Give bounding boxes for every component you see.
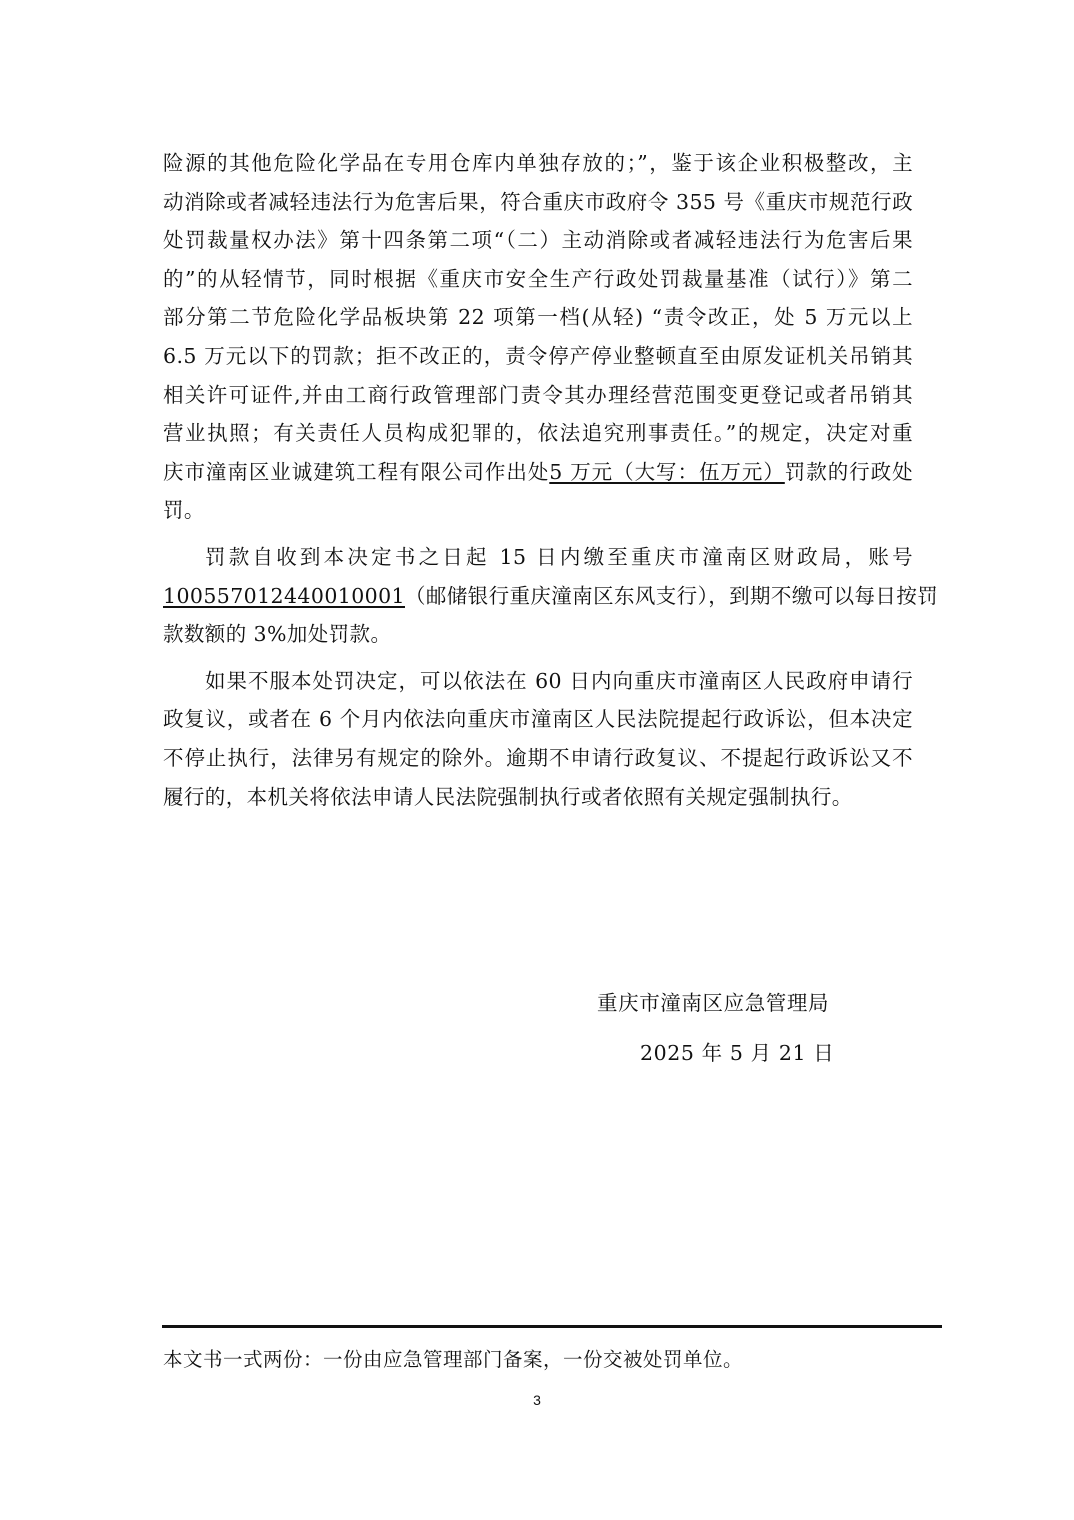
text-line: 险源的其他危险化学品在专用仓库内单独存放的；”，鉴于该企业积极整改，主 [163, 151, 913, 175]
text-line [163, 453, 913, 492]
paragraph-appeal-rights [163, 662, 913, 816]
text-line [163, 577, 939, 616]
text-line: 的”的从轻情节，同时根据《重庆市安全生产行政处罚裁量基准（试行）》第二 [163, 266, 913, 291]
paragraph-spacer [163, 654, 913, 662]
penalty-amount: 5 万元（大写：伍万元） [549, 459, 785, 484]
text-line: 款数额的 3%加处罚款。 [163, 622, 392, 647]
text-line: 营业执照；有关责任人员构成犯罪的，依法追究刑事责任。”的规定，决定对重 [163, 421, 913, 446]
text-fragment: 罚款的行政处 [784, 459, 913, 484]
text-fragment: （邮储银行重庆潼南区东风支行），到期不缴可以每日按罚 [404, 583, 939, 608]
text-line: 部分第二节危险化学品板块第 22 项第一档(从轻) “责令改正，处 5 万元以上 [163, 305, 913, 330]
text-line: 履行的，本机关将依法申请人民法院强制执行或者依照有关规定强制执行。 [163, 784, 853, 809]
issue-date: 2025 年 5 月 21 日 [640, 1041, 835, 1065]
footer-divider [162, 1325, 942, 1328]
text-line: 政复议，或者在 6 个月内依法向重庆市潼南区人民法院提起行政诉讼，但本决定 [163, 707, 913, 732]
paragraph-payment [163, 538, 939, 654]
paragraph-spacer [163, 530, 913, 538]
text-fragment: 庆市潼南区业诚建筑工程有限公司作出处 [163, 459, 550, 484]
copies-note: 本文书一式两份：一份由应急管理部门备案，一份交被处罚单位。 [163, 1348, 744, 1371]
text-line: 罚款自收到本决定书之日起 15 日内缴至重庆市潼南区财政局，账号 [205, 544, 913, 569]
issuing-authority: 重庆市潼南区应急管理局 [597, 991, 830, 1015]
text-line: 6.5 万元以下的罚款；拒不改正的，责令停产停业整顿直至由原发证机关吊销其 [163, 343, 913, 368]
page-number: 3 [533, 1392, 541, 1408]
text-line: 处罚裁量权办法》第十四条第二项“（二）主动消除或者减轻违法行为危害后果 [163, 228, 913, 253]
text-line: 罚。 [163, 498, 205, 523]
account-number: 100557012440010001 [163, 583, 405, 608]
text-line: 相关许可证件,并由工商行政管理部门责令其办理经营范围变更登记或者吊销其 [163, 382, 913, 407]
text-line: 动消除或者减轻违法行为危害后果，符合重庆市政府令 355 号《重庆市规范行政 [163, 189, 913, 214]
paragraph-penalty-basis [163, 144, 913, 530]
document-body [163, 144, 939, 816]
text-line: 不停止执行，法律另有规定的除外。逾期不申请行政复议、不提起行政诉讼又不 [163, 745, 913, 770]
text-line: 如果不服本处罚决定，可以依法在 60 日内向重庆市潼南区人民政府申请行 [205, 668, 913, 693]
